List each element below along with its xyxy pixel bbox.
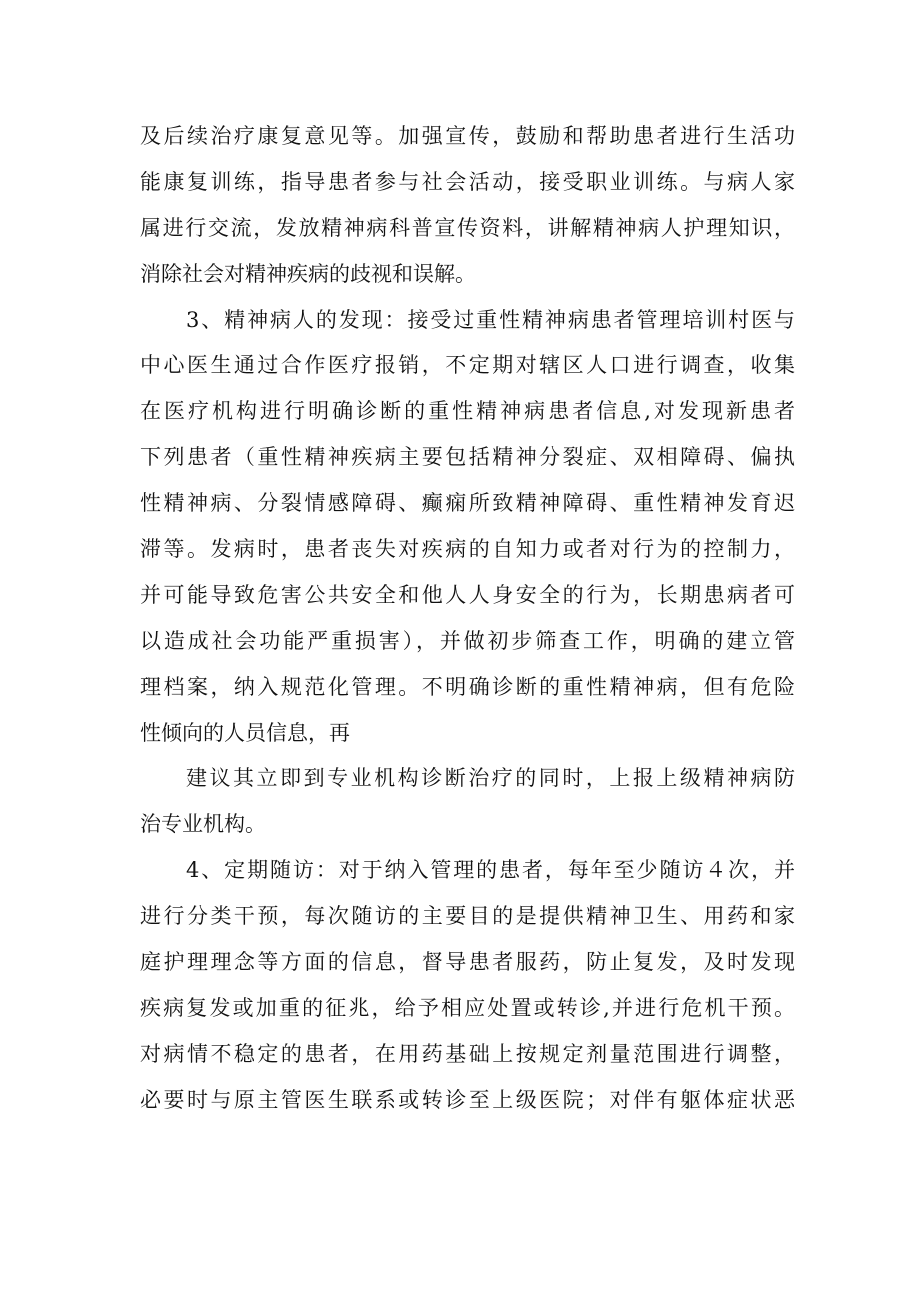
text-line: 下列患者（重性精神疾病主要包括精神分裂症、双相障碍、偏执 [140,445,795,470]
text-line: 进行分类干预，每次随访的主要目的是提供精神卫生、用药和家 [140,904,795,929]
text-line: 中心医生通过合作医疗报销，不定期对辖区人口进行调查，收集 [140,353,795,378]
text-line: 及后续治疗康复意见等。加强宣传，鼓励和帮助患者进行生活功 [140,124,795,148]
text-line: 理档案，纳入规范化管理。不明确诊断的重性精神病，但有危险 [140,674,795,699]
text-line: 属进行交流，发放精神病科普宣传资料，讲解精神病人护理知识， [140,215,795,240]
paragraph-continuation [140,114,795,298]
body-text [140,114,795,1124]
text-line: 建议其立即到专业机构诊断治疗的同时，上报上级精神病防 [186,766,795,791]
text-line: 性倾向的人员信息，再 [140,720,350,745]
text-line: 对病情不稳定的患者，在用药基础上按规定剂量范围进行调整， [140,1041,795,1066]
text-line: 4、定期随访：对于纳入管理的患者，每年至少随访４次，并 [186,858,795,883]
text-line: 以造成社会功能严重损害），并做初步筛查工作，明确的建立管 [140,628,795,653]
text-line: 治专业机构。 [140,812,266,837]
text-line: 性精神病、分裂情感障碍、癫痫所致精神障碍、重性精神发育迟 [140,491,795,516]
text-line: 在医疗机构进行明确诊断的重性精神病患者信息,对发现新患者 [140,399,795,424]
paragraph-item-3 [140,298,795,757]
text-line: 消除社会对精神疾病的歧视和误解。 [140,261,476,286]
text-line: 3、精神病人的发现：接受过重性精神病患者管理培训村医与 [186,307,795,332]
text-line: 必要时与原主管医生联系或转诊至上级医院；对伴有躯体症状恶 [140,1087,795,1112]
paragraph-item-4 [140,848,795,1123]
text-line: 并可能导致危害公共安全和他人人身安全的行为，长期患病者可 [140,582,795,607]
paragraph-referral [140,756,795,848]
text-line: 滞等。发病时，患者丧失对疾病的自知力或者对行为的控制力， [140,537,795,562]
text-line: 疾病复发或加重的征兆，给予相应处置或转诊,并进行危机干预。 [140,995,795,1020]
text-line: 能康复训练，指导患者参与社会活动，接受职业训练。与病人家 [140,169,795,194]
text-line: 庭护理理念等方面的信息，督导患者服药，防止复发，及时发现 [140,950,795,975]
